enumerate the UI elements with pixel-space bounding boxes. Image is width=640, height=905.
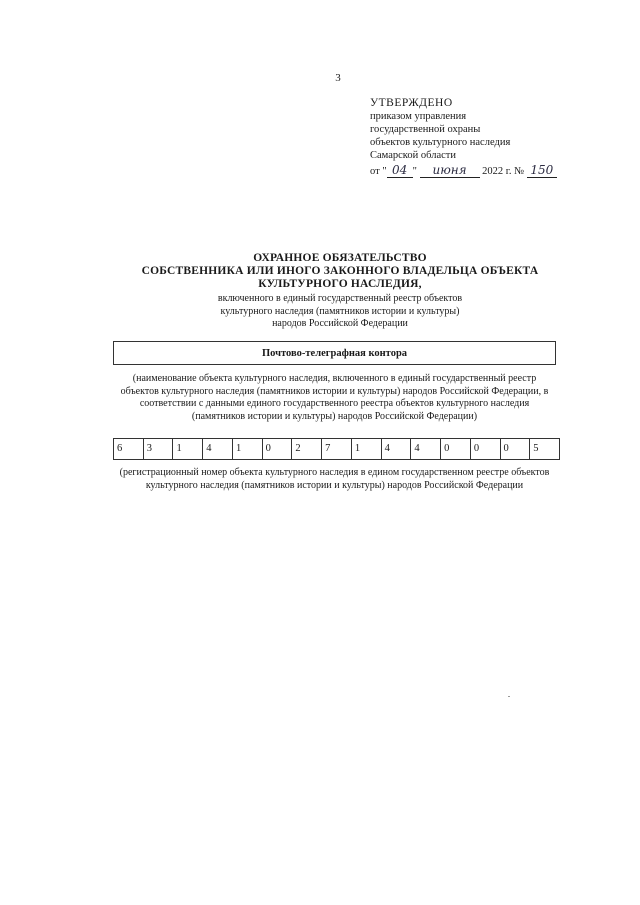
approval-line: государственной охраны — [370, 124, 481, 135]
date-prefix: от " — [370, 166, 387, 177]
subtitle-line: культурного наследия (памятников истории и культуры) — [220, 305, 460, 317]
object-name-field: Почтово-телеграфная контора — [113, 341, 556, 365]
subtitle-line: народов Российской Федерации — [272, 318, 408, 329]
registration-digit-cell: 6 — [114, 439, 144, 459]
registration-digit-cell: 1 — [233, 439, 263, 459]
registration-number-grid — [113, 438, 560, 460]
subtitle-line: включенного в единый государственный реестр объектов — [217, 293, 463, 304]
approval-heading: УТВЕРЖДЕНО — [370, 97, 453, 109]
document-subtitle — [100, 293, 580, 331]
registration-number-caption: (регистрационный номер объекта культурного наследия в едином государственном реестре объектов культурного наследия (памятников истории и культуры) народов Российской Федерации — [119, 467, 550, 491]
approval-line: Самарской области — [370, 150, 456, 161]
object-name-caption: (наименование объекта культурного наследия, включенного в единый государственный реестр объектов культурного наследия (памятников истории и культуры) народов Российской Федерации, в соответствии с данными единого государственного реестра объектов культурного наследия (памятников истории и культуры) народов Российской Федерации) — [120, 373, 549, 422]
document-title-line: СОБСТВЕННИКА ИЛИ ИНОГО ЗАКОННОГО ВЛАДЕЛЬЦА ОБЪЕКТА — [141, 265, 539, 277]
document-title-block — [100, 252, 580, 331]
registration-digit-cell: 4 — [382, 439, 412, 459]
page-number: 3 — [335, 72, 341, 84]
document-title-line: ОХРАННОЕ ОБЯЗАТЕЛЬСТВО — [253, 252, 427, 264]
approval-line: приказом управления — [370, 111, 467, 122]
registration-digit-cell: 5 — [530, 439, 560, 459]
date-quote: " — [412, 166, 417, 177]
approval-date-line — [370, 164, 557, 178]
approval-stamp — [370, 97, 557, 178]
registration-digit-cell: 4 — [411, 439, 441, 459]
registration-digit-cell: 1 — [352, 439, 382, 459]
registration-digit-cell: 2 — [292, 439, 322, 459]
handwritten-day: 04 — [387, 164, 413, 178]
registration-digit-cell: 7 — [322, 439, 352, 459]
registration-digit-cell: 0 — [501, 439, 531, 459]
approval-line: объектов культурного наследия — [370, 137, 511, 148]
registration-digit-cell: 4 — [203, 439, 233, 459]
date-year-label: 2022 г. № — [482, 166, 525, 177]
handwritten-month: июня — [420, 164, 480, 178]
registration-digit-cell: 0 — [441, 439, 471, 459]
registration-digit-cell: 0 — [471, 439, 501, 459]
document-title-line: КУЛЬТУРНОГО НАСЛЕДИЯ, — [258, 278, 422, 290]
registration-digit-cell: 0 — [263, 439, 293, 459]
scan-speck — [508, 696, 510, 697]
registration-digit-cell: 3 — [144, 439, 174, 459]
registration-digit-cell: 1 — [173, 439, 203, 459]
handwritten-order-number: 150 — [527, 164, 557, 178]
